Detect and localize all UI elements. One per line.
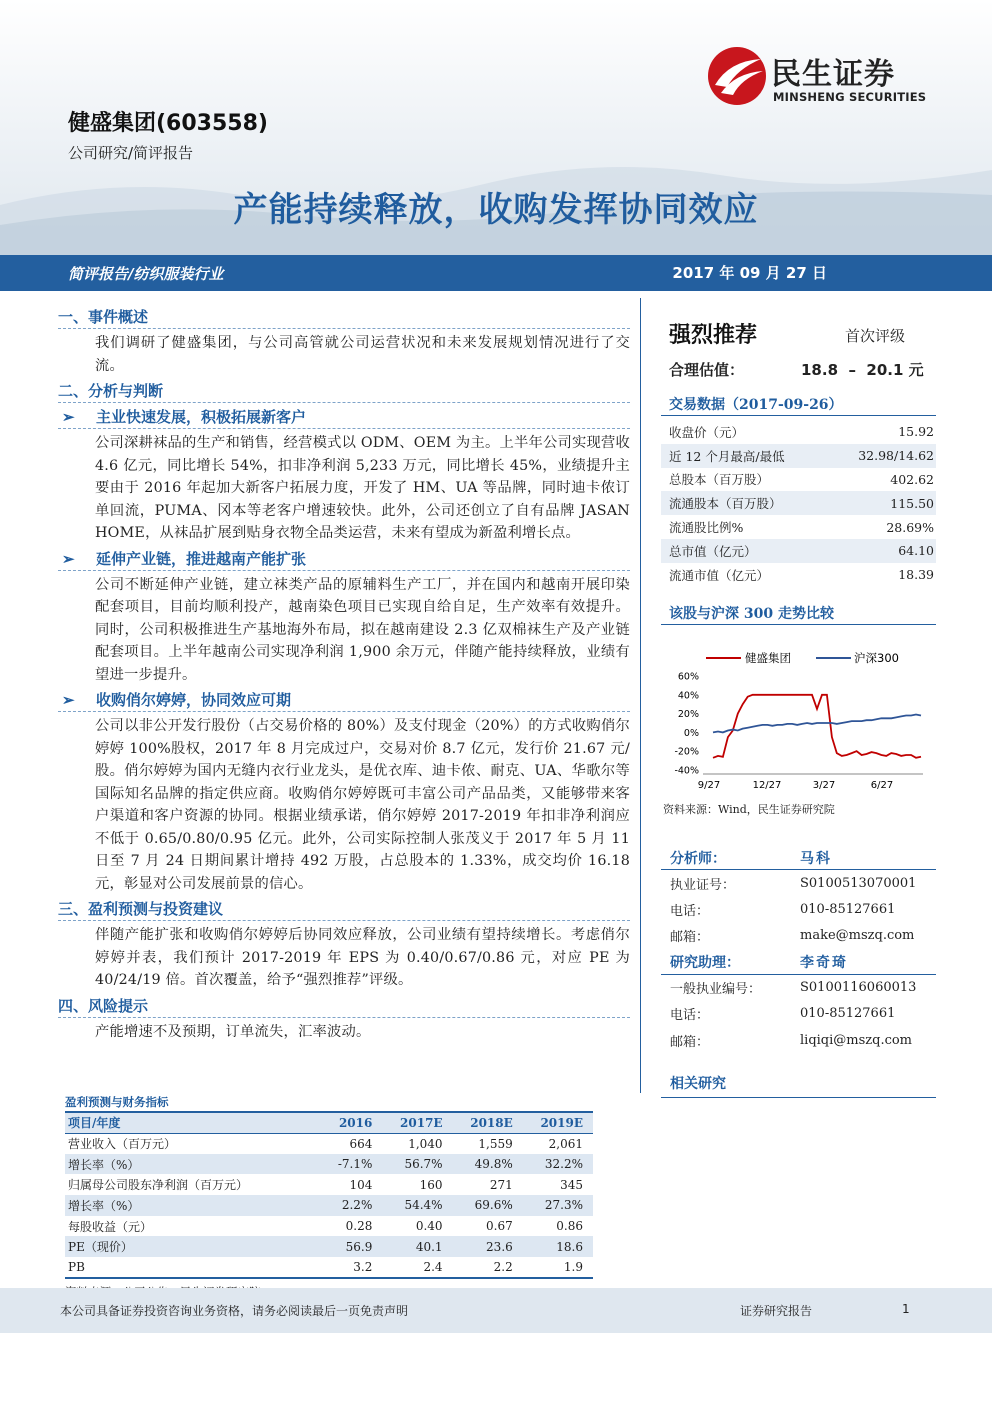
finance-table — [65, 1111, 593, 1279]
analyst-name: 马科 — [800, 850, 832, 867]
table-cell: 23.6 — [453, 1236, 523, 1257]
table-cell: 3.2 — [323, 1257, 383, 1278]
table-row — [661, 491, 936, 515]
column-header: 2019E — [523, 1112, 593, 1133]
subsection-heading — [58, 406, 630, 429]
trade-value: 64.10 — [823, 539, 936, 563]
table-cell: 56.7% — [382, 1154, 452, 1175]
valuation-range: 18.8 – 20.1 元 — [801, 361, 924, 379]
info-key: 电话： — [670, 903, 710, 919]
y-tick-label: 60% — [677, 671, 699, 683]
table-cell: 1,040 — [408, 1136, 443, 1151]
subsection-heading — [58, 548, 630, 571]
trade-value: 18.39 — [898, 567, 934, 583]
table-row — [661, 539, 936, 563]
subsection-title: 主业快速发展，积极拓展新客户 — [96, 408, 307, 426]
y-tick-label: 0% — [683, 727, 699, 739]
table-cell: 32.2% — [523, 1154, 593, 1175]
main-content — [58, 306, 630, 1046]
table-cell: 40.1 — [382, 1236, 452, 1257]
analyst-info-row — [661, 870, 936, 896]
trade-data-title: 交易数据（2017-09-26） — [661, 394, 936, 416]
related-research-title: 相关研究 — [661, 1071, 936, 1098]
section-title: 一、事件概述 — [58, 306, 630, 329]
assistant-heading — [661, 951, 936, 975]
report-headline: 产能持续释放，收购发挥协同效应 — [233, 190, 759, 230]
analyst-email-link[interactable]: make@mszq.com — [800, 927, 915, 943]
stock-comparison-chart — [661, 644, 936, 799]
banner-category: 简评报告/纺织服装行业 — [68, 265, 224, 283]
plot-area — [713, 695, 921, 758]
trade-key: 流通市值（亿元） — [669, 567, 770, 583]
assistant-info-row — [661, 1027, 936, 1053]
finance-table-title: 盈利预测与财务指标 — [65, 1095, 169, 1109]
table-row — [661, 444, 936, 468]
info-key: 邮箱： — [670, 929, 710, 945]
x-axis — [698, 774, 923, 791]
info-value: S0100116060013 — [800, 980, 917, 996]
analyst-block — [661, 846, 936, 1053]
finance-table-block — [65, 1094, 593, 1300]
table-row — [65, 1154, 593, 1175]
report-header — [0, 0, 992, 255]
arrow-bullet-icon: ➢ — [62, 691, 75, 709]
category-banner — [0, 255, 992, 291]
info-key: 执业证号： — [670, 877, 736, 893]
section-title: 三、盈利预测与投资建议 — [58, 898, 630, 921]
table-cell: 69.6% — [453, 1195, 523, 1216]
info-key: 邮箱： — [670, 1034, 710, 1050]
table-cell: 增长率（%） — [65, 1154, 323, 1175]
column-header: 项目/年度 — [65, 1112, 323, 1133]
company-name: 健盛集团(603558) — [68, 111, 268, 136]
chart-title: 该股与沪深 300 走势比较 — [661, 603, 936, 625]
x-tick-label: 9/27 — [697, 780, 721, 791]
x-tick-label: 6/27 — [870, 780, 894, 791]
info-key: 电话： — [670, 1008, 710, 1024]
analyst-info-row — [661, 922, 936, 948]
table-cell: 56.9 — [323, 1236, 383, 1257]
y-axis — [674, 672, 699, 777]
trade-value: 32.98/14.62 — [823, 444, 936, 468]
section-title: 二、分析与判断 — [58, 380, 630, 403]
column-header: 2016 — [323, 1112, 383, 1133]
table-cell: 54.4% — [382, 1195, 452, 1216]
rating-label: 强烈推荐 — [669, 323, 758, 348]
table-cell: 160 — [419, 1177, 443, 1192]
assistant-name: 李奇琦 — [800, 955, 848, 972]
x-tick-label: 12/27 — [752, 780, 782, 791]
column-divider — [640, 298, 641, 1093]
table-cell: 每股收益（元） — [68, 1219, 153, 1234]
valuation-label: 合理估值： — [669, 361, 745, 379]
report-type: 公司研究/简评报告 — [68, 144, 194, 162]
analyst-label: 分析师： — [670, 850, 726, 867]
table-row — [65, 1216, 593, 1237]
table-cell: 2.2% — [323, 1195, 383, 1216]
footer-doc-type: 证券研究报告 — [740, 1304, 813, 1318]
legend-label: 沪深300 — [854, 651, 899, 665]
table-cell: 增长率（%） — [65, 1195, 323, 1216]
y-tick-label: -40% — [674, 765, 699, 777]
table-row — [65, 1257, 593, 1278]
series-line-0 — [713, 695, 921, 758]
table-cell: -7.1% — [323, 1154, 383, 1175]
table-cell: 2.2 — [453, 1257, 523, 1278]
table-cell: 1,559 — [478, 1136, 513, 1151]
trade-key: 总股本（百万股） — [669, 472, 770, 488]
table-row — [661, 468, 936, 492]
page-footer — [0, 1288, 992, 1333]
column-header: 2018E — [453, 1112, 523, 1133]
table-row — [661, 563, 936, 587]
table-cell: 2.4 — [382, 1257, 452, 1278]
trade-key: 流通股比例% — [669, 520, 744, 536]
table-cell: 0.67 — [486, 1219, 513, 1234]
arrow-bullet-icon: ➢ — [62, 408, 75, 426]
section-paragraph: 我们调研了健盛集团，与公司高管就公司运营状况和未来发展规划情况进行了交流。 — [95, 335, 630, 374]
table-header-row — [65, 1112, 593, 1133]
table-cell: 27.3% — [523, 1195, 593, 1216]
trade-key: 近 12 个月最高/最低 — [661, 444, 823, 468]
trade-key: 总市值（亿元） — [661, 539, 823, 563]
section-paragraph: 伴随产能扩张和收购俏尔婷婷后协同效应释放，公司业绩有望持续增长。考虑俏尔婷婷并表，我们预计 2017-2019 年 EPS 为 0.40/0.67/0.86 元，对应 PE 为 40/24/19 倍。首次覆盖，给予“强烈推荐”评级。 — [95, 927, 630, 988]
subsection-title: 延伸产业链，推进越南产能扩张 — [96, 549, 307, 568]
table-cell: 0.86 — [556, 1219, 583, 1234]
table-cell: 0.28 — [345, 1219, 373, 1234]
info-value: 010-85127661 — [800, 1006, 896, 1022]
table-cell: PE（现价） — [65, 1236, 323, 1257]
assistant-label: 研究助理： — [670, 955, 740, 972]
trade-value: 28.69% — [886, 519, 934, 535]
company-logo — [707, 45, 937, 115]
table-row — [65, 1133, 593, 1154]
report-date: 2017 年 09 月 27 日 — [672, 264, 827, 282]
table-row — [65, 1195, 593, 1216]
section-title: 四、风险提示 — [58, 995, 630, 1018]
y-tick-label: 20% — [677, 709, 699, 721]
minsheng-logo-icon — [707, 45, 767, 107]
section-paragraph: 公司以非公开发行股份（占交易价格的 80%）及支付现金（20%）的方式收购俏尔婷婷 100%股权，2017 年 8 月完成过户，交易对价 8.7 亿元，发行价 21.67 元/股。俏尔婷婷为国内无缝内衣行业龙头，是优衣库、迪卡侬、耐克、UA、华歌尔等国际知名品牌的指定供应商。收购俏尔婷婷既可丰富公司产品品类，又能够带来客户渠道和客户资源的协同。根据业绩承诺，俏尔婷婷 2017-2019 年扣非净利润应不低于 0.65/0.80/0.95 亿元。此外，公司实际控制人张茂义于 2017 年 5 月 11 日至 7 月 24 日期间累计增持 492 万股，占总股本的 1.33%，成交均价 16.18 元，彰显对公司发展前景的信心。 — [95, 718, 630, 892]
arrow-bullet-icon: ➢ — [62, 549, 75, 568]
subsection-heading — [58, 689, 630, 712]
page-number: 1 — [902, 1302, 910, 1316]
trade-value: 115.50 — [823, 491, 936, 515]
table-cell: 104 — [349, 1177, 373, 1192]
table-row — [661, 420, 936, 444]
table-cell: 2,061 — [548, 1136, 583, 1151]
table-cell: 归属母公司股东净利润（百万元） — [68, 1178, 249, 1193]
info-value: 010-85127661 — [800, 901, 896, 917]
subsection-title: 收购俏尔婷婷，协同效应可期 — [96, 691, 292, 709]
y-tick-label: 40% — [677, 690, 699, 702]
table-row — [65, 1174, 593, 1195]
assistant-info-row — [661, 1001, 936, 1027]
first-rating-note: 首次评级 — [845, 327, 906, 345]
trade-key: 流通股本（百万股） — [661, 491, 823, 515]
table-cell: 1.9 — [523, 1257, 593, 1278]
x-tick-label: 3/27 — [812, 780, 836, 791]
logo-english-name: MINSHENG SECURITIES — [773, 90, 927, 104]
table-cell: 18.6 — [523, 1236, 593, 1257]
section-paragraph: 公司不断延伸产业链，建立袜类产品的原辅料生产工厂，并在国内和越南开展印染配套项目，目前均顺利投产，越南染色项目已实现自给自足，生产效率有效提升。同时，公司积极推进生产基地海外布局，拟在越南建设 2.3 亿双棉袜生产及产业链配套项目。上半年越南公司实现净利润 1,900 余万元，伴随产能持续释放，业绩有望进一步提升。 — [95, 576, 630, 683]
assistant-email-link[interactable]: liqiqi@mszq.com — [800, 1032, 913, 1048]
table-cell: 0.40 — [415, 1219, 443, 1234]
logo-chinese-name: 民生证券 — [771, 57, 895, 92]
assistant-info-row — [661, 975, 936, 1001]
disclaimer-note: 本公司具备证券投资咨询业务资格，请务必阅读最后一页免责声明 — [60, 1304, 409, 1318]
table-cell: 49.8% — [453, 1154, 523, 1175]
chart-source-note: 资料来源：Wind，民生证券研究院 — [663, 803, 835, 816]
trade-data-table — [661, 420, 936, 587]
series-line-1 — [713, 715, 921, 733]
table-cell: 营业收入（百万元） — [68, 1137, 177, 1152]
table-cell: 664 — [349, 1136, 373, 1151]
trade-key: 收盘价（元） — [669, 424, 745, 440]
table-row — [65, 1236, 593, 1257]
y-tick-label: -20% — [674, 746, 699, 758]
info-key: 一般执业编号： — [670, 982, 762, 998]
info-value: S0100513070001 — [800, 875, 917, 891]
table-cell: PB — [65, 1257, 323, 1278]
table-row — [661, 515, 936, 539]
analyst-heading — [661, 846, 936, 870]
section-paragraph: 产能增速不及预期，订单流失，汇率波动。 — [95, 1023, 371, 1040]
trade-value: 15.92 — [898, 424, 934, 440]
chart-legend — [706, 651, 899, 665]
legend-label: 健盛集团 — [745, 651, 791, 665]
trade-value: 402.62 — [890, 471, 934, 487]
table-cell: 271 — [489, 1177, 513, 1192]
table-cell: 345 — [560, 1177, 583, 1192]
column-header: 2017E — [382, 1112, 452, 1133]
analyst-info-row — [661, 896, 936, 922]
section-paragraph: 公司深耕袜品的生产和销售，经营模式以 ODM、OEM 为主。上半年公司实现营收 4.6 亿元，同比增长 54%，扣非净利润 5,233 万元，同比增长 45%，业绩提升主要由于 2016 年起加大新客户拓展力度，开发了 HM、UA 等品牌，同时迪卡侬订单回流，PUMA、冈本等老客户增速较快。此外，公司还创立了自有品牌 JASAN HOME，从袜品扩展到贴身衣物全品类运营，未来有望成为新盈利增长点。 — [95, 435, 630, 541]
